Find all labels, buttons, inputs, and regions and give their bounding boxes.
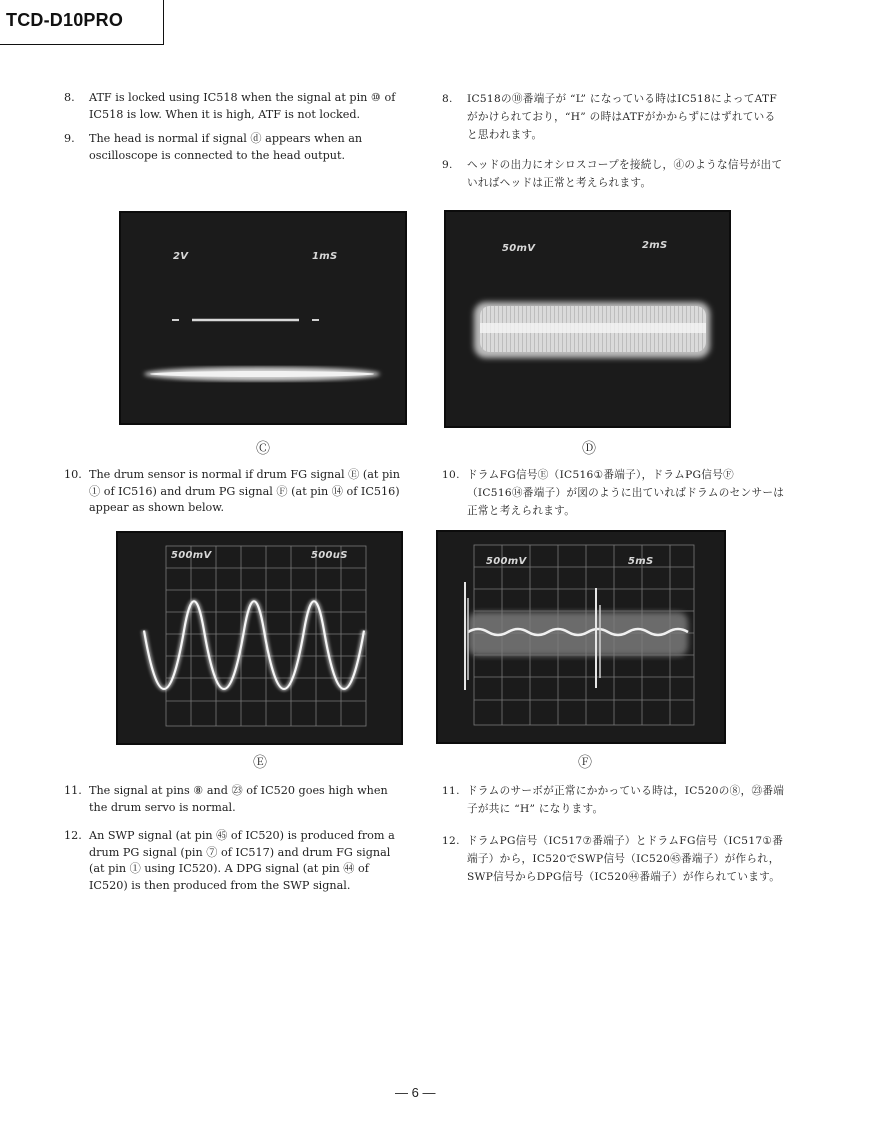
time-per-div-label: 5mS	[628, 556, 654, 567]
list-item	[442, 466, 786, 520]
oscilloscope-photo-d	[444, 210, 731, 428]
list-item	[64, 90, 408, 123]
oscilloscope-photo-e	[116, 531, 403, 745]
item-text: The head is normal if signal ⓓ appears when an oscilloscope is connected to the head output.	[89, 132, 363, 162]
right-item-10	[442, 466, 786, 528]
page-number: — 6 —	[395, 1085, 436, 1100]
list-item	[64, 783, 408, 816]
photo-d-caption: Ⓓ	[582, 441, 596, 457]
list-item	[64, 828, 408, 894]
list-item	[442, 156, 786, 192]
item-number: 10.	[442, 469, 460, 481]
left-intro-list	[64, 90, 408, 172]
list-item	[64, 131, 408, 164]
waveform-f	[436, 530, 726, 744]
item-number: 11.	[64, 784, 82, 797]
waveform-c	[119, 211, 407, 425]
item-text: The drum sensor is normal if drum FG signal Ⓔ (at pin ① of IC516) and drum PG signal Ⓕ (at pin ⑭ of IC516) appear as shown below.	[89, 468, 400, 514]
photo-c-caption: Ⓒ	[256, 441, 270, 457]
left-item-10	[64, 467, 408, 525]
list-item	[442, 90, 786, 144]
item-text: ATF is locked using IC518 when the signal at pin ⑩ of IC518 is low. When it is high, ATF is not locked.	[89, 91, 396, 121]
item-number: 12.	[442, 835, 460, 847]
item-text: ドラムFG信号Ⓔ（IC516①番端子），ドラムPG信号Ⓕ（IC516⑭番端子）が図のように出ていればドラムのセンサーは正常と考えられます。	[467, 469, 785, 517]
list-item	[64, 467, 408, 517]
photo-e-caption: Ⓔ	[253, 755, 267, 771]
volts-per-div-label: 2V	[173, 251, 189, 262]
item-number: 9.	[64, 132, 75, 145]
time-per-div-label: 1mS	[312, 251, 338, 262]
photo-f-caption: Ⓕ	[578, 755, 592, 771]
waveform-d	[444, 210, 731, 428]
list-item	[442, 782, 786, 818]
item-number: 10.	[64, 468, 82, 481]
item-number: 11.	[442, 785, 460, 797]
item-number: 12.	[64, 829, 82, 842]
item-text: ドラムのサーボが正常にかかっている時は，IC520の⑧，㉓番端子が共に “H” になります。	[467, 785, 785, 815]
volts-per-div-label: 50mV	[502, 243, 536, 254]
document-model-title: TCD-D10PRO	[6, 10, 124, 30]
time-per-div-label: 500uS	[311, 550, 348, 561]
item-text: ドラムPG信号（IC517⑦番端子）とドラムFG信号（IC517①番端子）から，IC520でSWP信号（IC520㊺番端子）が作られ，SWP信号からDPG信号（IC520㊹番端子）が作られています。	[467, 835, 784, 883]
item-text: An SWP signal (at pin ㊺ of IC520) is produced from a drum PG signal (pin ⑦ of IC517) and drum FG signal (at pin ① using IC520). A DPG signal (at pin ㊹ of IC520) is then produced from the SWP signal.	[89, 829, 395, 892]
right-bottom-list	[442, 782, 786, 894]
time-per-div-label: 2mS	[642, 240, 668, 251]
right-intro-list	[442, 90, 786, 200]
item-text: The signal at pins ⑧ and ㉓ of IC520 goes high when the drum servo is normal.	[89, 784, 388, 814]
item-number: 9.	[442, 159, 453, 171]
item-number: 8.	[64, 91, 75, 104]
oscilloscope-photo-f	[436, 530, 726, 744]
waveform-e	[116, 531, 403, 745]
list-item	[442, 832, 786, 886]
item-number: 8.	[442, 93, 453, 105]
item-text: IC518の⑩番端子が “L” になっている時はIC518によってATFがかけられており，“H” の時はATFがかからずにはずれていると思われます。	[467, 93, 778, 141]
volts-per-div-label: 500mV	[486, 556, 527, 567]
volts-per-div-label: 500mV	[171, 550, 212, 561]
oscilloscope-photo-c	[119, 211, 407, 425]
left-bottom-list	[64, 783, 408, 902]
item-text: ヘッドの出力にオシロスコープを接続し，ⓓのような信号が出ていればヘッドは正常と考えられます。	[467, 159, 783, 189]
